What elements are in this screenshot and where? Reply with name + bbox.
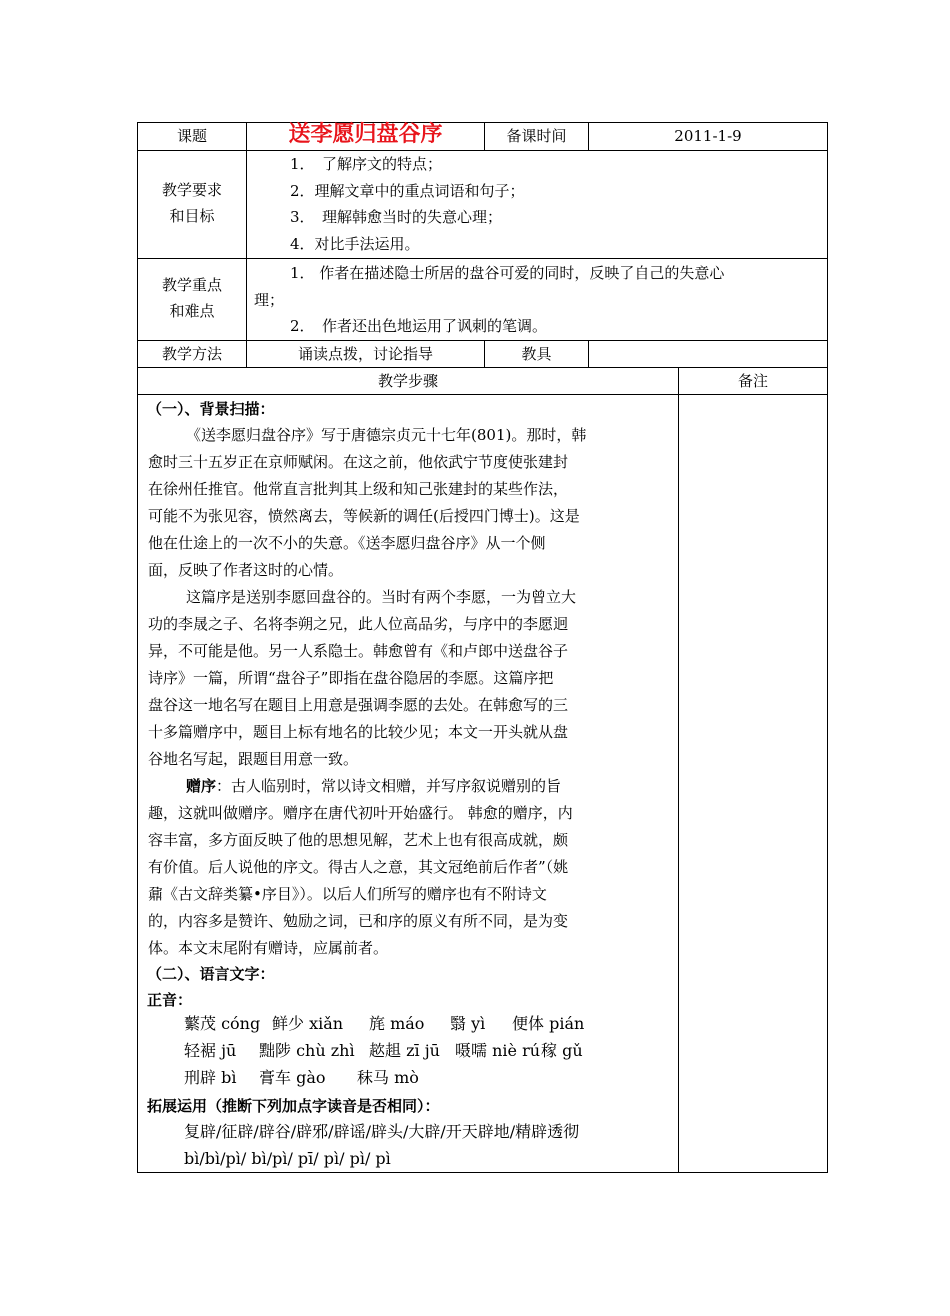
extension-heading: 拓展运用 — [147, 1097, 208, 1115]
para3-line — [148, 773, 664, 800]
para3-line: 鼐《古文辞类纂•序目》）。以后人们所写的赠序也有不附诗文 — [148, 885, 547, 903]
para2-line: 功的李晟之子、名将李朔之兄，此人位高品劣，与序中的李愿迥 — [148, 615, 569, 633]
para1-line: 面，反映了作者这时的心情。 — [148, 561, 344, 579]
notes-label: 备注 — [737, 372, 768, 390]
prep-time-value: 2011-1-9 — [674, 127, 742, 145]
goal-item-4: 4．对比手法运用。 — [290, 235, 420, 253]
para1-line: 愈时三十五岁正在京师赋闲。在这之前，他依武宁节度使张建封 — [148, 453, 569, 471]
keypoints-label-line1: 教学重点 — [161, 276, 222, 294]
steps-label: 教学步骤 — [377, 372, 438, 390]
keypoints-label — [138, 272, 246, 324]
prep-time-label: 备课时间 — [506, 127, 567, 145]
para2-line: 谷地名写起，跟题目用意一致。 — [148, 750, 359, 768]
pronunciation-heading: 正音： — [147, 991, 193, 1009]
extension-note: （推断下列加点字读音是否相同）： — [207, 1097, 440, 1115]
pron-item: 稼 gǔ — [541, 1041, 583, 1060]
col-divider-label — [246, 122, 247, 367]
col-divider-notes — [678, 367, 679, 1173]
para1-line: 可能不为张见容，愤然离去，等候新的调任(后授四门博士)。这是 — [148, 507, 580, 525]
pron-item: 鲜少 xiǎn — [272, 1014, 344, 1033]
extension-heading-line — [147, 1093, 440, 1119]
col-divider-tools — [588, 340, 589, 367]
term-zengxu: 赠序 — [186, 777, 217, 795]
pron-item: 便体 pián — [512, 1014, 585, 1033]
goal-item-3: 3． 理解韩愈当时的失意心理； — [290, 208, 503, 226]
background-para-1 — [148, 422, 664, 584]
para2-line: 诗序》一篇，所谓“盘谷子”即指在盘谷隐居的李愿。这篇序把 — [148, 669, 554, 687]
pron-item: 旄 máo — [369, 1014, 425, 1033]
para3-first-text: ：古人临别时，常以诗文相赠，并写序叙说赠别的旨 — [216, 777, 562, 795]
pron-item: 嗫嚅 niè rú — [455, 1041, 541, 1060]
pron-item: 轻裾 jū — [184, 1041, 237, 1060]
goals-label — [138, 177, 246, 229]
para1-line: 在徐州任推官。他常直言批判其上级和知己张建封的某些作法， — [148, 480, 569, 498]
extension-words: 复辟/征辟/辟谷/辟邪/辟谣/辟头/大辟/开天辟地/精辟透彻 — [184, 1122, 580, 1141]
row-divider-2 — [137, 258, 828, 259]
para1-line: 《送李愿归盘谷序》写于唐德宗贞元十七年(801)。那时，韩 — [186, 426, 587, 444]
lesson-title: 送李愿归盘谷序 — [288, 122, 443, 147]
table-border-right — [827, 122, 828, 1173]
background-para-2 — [148, 584, 664, 773]
para2-line: 这篇序是送别李愿回盘谷的。当时有两个李愿，一为曾立大 — [186, 588, 577, 606]
table-border-bottom — [137, 1172, 828, 1173]
method-label: 教学方法 — [161, 345, 222, 363]
pron-item: 膏车 gào — [259, 1068, 326, 1087]
section1-heading: （一）、背景扫描： — [147, 400, 275, 418]
goals-label-line1: 教学要求 — [161, 181, 222, 199]
row-divider-5 — [137, 394, 828, 395]
keypoint-1-line2: 理； — [254, 291, 285, 309]
para3-line: 体。本文末尾附有赠诗，应属前者。 — [148, 939, 389, 957]
para3-line: 趣，这就叫做赠序。赠序在唐代初叶开始盛行。 韩愈的赠序，内 — [148, 804, 573, 822]
keypoint-1-line1: 1． 作者在描述隐士所居的盘谷可爱的同时，反映了自己的失意心 — [290, 264, 725, 282]
background-para-3 — [148, 773, 664, 962]
pron-item: 蘩茂 cóng — [184, 1014, 261, 1033]
row-divider-1 — [137, 150, 828, 151]
pron-item: 黜陟 chù zhì — [259, 1041, 355, 1060]
para3-line: 有价值。后人说他的序文。得古人之意，其文冠绝前后作者”（姚 — [148, 858, 569, 876]
keypoint-2: 2． 作者还出色地运用了讽刺的笔调。 — [290, 317, 548, 335]
keypoints-label-line2: 和难点 — [169, 302, 215, 320]
para1-line: 他在仕途上的一次不小的失意。《送李愿归盘谷序》从一个侧 — [148, 534, 546, 552]
pron-item: 刑辟 bì — [184, 1068, 237, 1087]
tools-label: 教具 — [521, 345, 552, 363]
subject-label: 课题 — [176, 127, 207, 145]
method-value: 诵读点拨，讨论指导 — [297, 345, 433, 363]
pron-item: 翳 yì — [450, 1014, 486, 1033]
para2-line: 盘谷这一地名写在题目上用意是强调李愿的去处。在韩愈写的三 — [148, 696, 569, 714]
pron-item: 趑趄 zī jū — [369, 1041, 440, 1060]
pron-item: 秣马 mò — [357, 1068, 419, 1087]
para3-line: 容丰富，多方面反映了他的思想见解，艺术上也有很高成就，颇 — [148, 831, 569, 849]
goal-item-1: 1． 了解序文的特点； — [290, 155, 443, 173]
goal-item-2: 2．理解文章中的重点词语和句子； — [290, 182, 525, 200]
para3-line: 的，内容多是赞许、勉励之词，已和序的原义有所不同，是为变 — [148, 912, 569, 930]
extension-readings: bì/bì/pì/ bì/pì/ pī/ pì/ pì/ pì — [184, 1149, 391, 1168]
para2-line: 十多篇赠序中，题目上标有地名的比较少见；本文一开头就从盘 — [148, 723, 569, 741]
section2-heading: （二）、语言文字： — [147, 965, 275, 983]
para2-line: 异，不可能是他。另一人系隐士。韩愈曾有《和卢郎中送盘谷子 — [148, 642, 569, 660]
goals-label-line2: 和目标 — [169, 207, 215, 225]
